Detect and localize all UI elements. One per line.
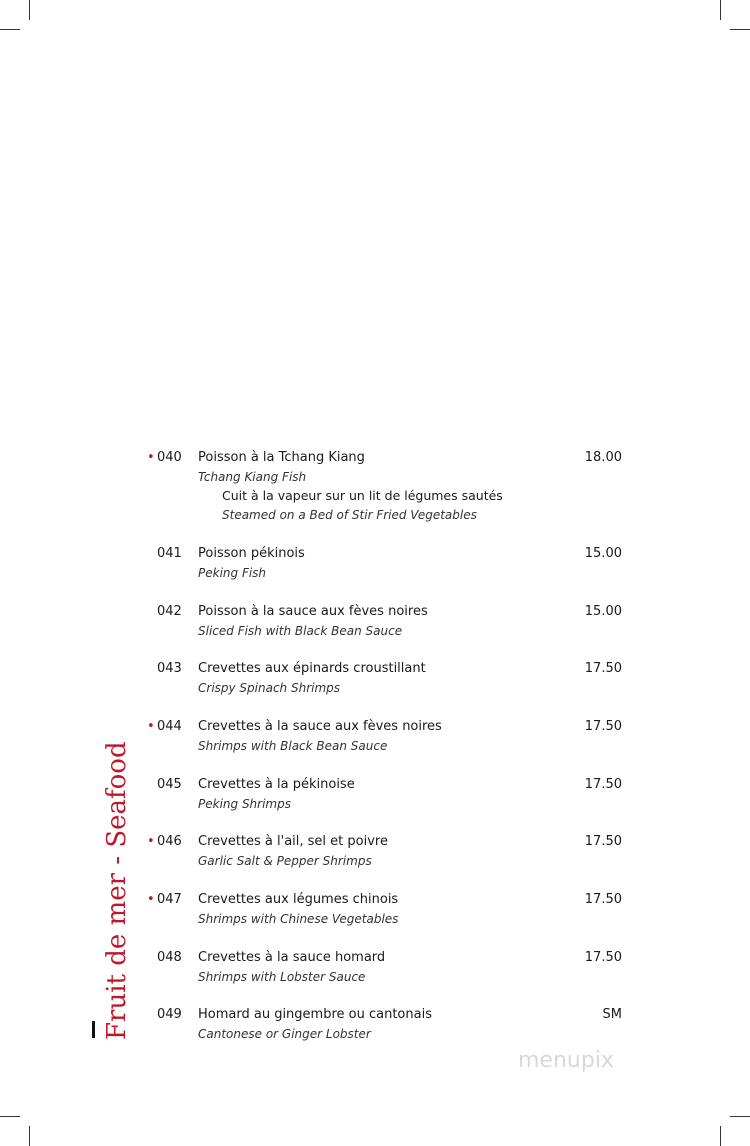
item-price: SM bbox=[602, 1007, 622, 1022]
crop-mark bbox=[0, 1116, 20, 1117]
crop-mark bbox=[29, 1126, 30, 1146]
crop-mark bbox=[730, 29, 750, 30]
item-name: Crevettes à la sauce aux fèves noires bbox=[198, 719, 442, 734]
item-price: 17.50 bbox=[584, 892, 622, 907]
item-price: 17.50 bbox=[584, 834, 622, 849]
item-english-name: Tchang Kiang Fish bbox=[198, 470, 307, 484]
item-price: 17.50 bbox=[584, 950, 622, 965]
section-title: Fruit de mer - Seafood bbox=[102, 741, 132, 1040]
item-english-name: Peking Shrimps bbox=[198, 797, 291, 811]
featured-bullet: • bbox=[147, 834, 155, 849]
item-price: 17.50 bbox=[584, 719, 622, 734]
item-code: 040 bbox=[157, 450, 182, 465]
crop-mark bbox=[0, 29, 20, 30]
item-english-name: Crispy Spinach Shrimps bbox=[198, 681, 341, 695]
item-english-name: Sliced Fish with Black Bean Sauce bbox=[198, 624, 403, 638]
item-price: 18.00 bbox=[584, 450, 622, 465]
item-english-name: Cantonese or Ginger Lobster bbox=[198, 1027, 371, 1041]
item-english-name: Shrimps with Chinese Vegetables bbox=[198, 912, 399, 926]
item-name: Crevettes à l'ail, sel et poivre bbox=[198, 834, 388, 849]
crop-mark bbox=[29, 0, 30, 20]
featured-bullet: • bbox=[147, 892, 155, 907]
item-name: Crevettes à la pékinoise bbox=[198, 777, 355, 792]
item-name: Crevettes à la sauce homard bbox=[198, 950, 386, 965]
item-english-name: Shrimps with Black Bean Sauce bbox=[198, 739, 388, 753]
item-name: Homard au gingembre ou cantonais bbox=[198, 1007, 432, 1022]
item-price: 17.50 bbox=[584, 777, 622, 792]
item-price: 15.00 bbox=[584, 546, 622, 561]
item-code: 046 bbox=[157, 834, 182, 849]
item-name: Poisson pékinois bbox=[198, 546, 305, 561]
item-name: Poisson à la sauce aux fèves noires bbox=[198, 604, 428, 619]
watermark: menupix bbox=[518, 1048, 614, 1073]
item-english-name: Garlic Salt & Pepper Shrimps bbox=[198, 854, 372, 868]
crop-mark bbox=[730, 1116, 750, 1117]
item-name: Poisson à la Tchang Kiang bbox=[198, 450, 365, 465]
item-name: Crevettes aux épinards croustillant bbox=[198, 661, 426, 676]
item-description: Cuit à la vapeur sur un lit de légumes sautés bbox=[222, 488, 503, 503]
item-code: 043 bbox=[157, 661, 182, 676]
item-english-name: Shrimps with Lobster Sauce bbox=[198, 970, 366, 984]
item-price: 17.50 bbox=[584, 661, 622, 676]
item-price: 15.00 bbox=[584, 604, 622, 619]
item-code: 041 bbox=[157, 546, 182, 561]
item-code: 045 bbox=[157, 777, 182, 792]
crop-mark bbox=[720, 0, 721, 20]
item-code: 049 bbox=[157, 1007, 182, 1022]
section-marker bbox=[92, 1021, 95, 1038]
item-code: 044 bbox=[157, 719, 182, 734]
item-name: Crevettes aux légumes chinois bbox=[198, 892, 399, 907]
item-description-english: Steamed on a Bed of Stir Fried Vegetables bbox=[222, 508, 477, 522]
item-english-name: Peking Fish bbox=[198, 566, 267, 580]
featured-bullet: • bbox=[147, 450, 155, 465]
crop-mark bbox=[720, 1126, 721, 1146]
item-code: 047 bbox=[157, 892, 182, 907]
item-code: 042 bbox=[157, 604, 182, 619]
featured-bullet: • bbox=[147, 719, 155, 734]
item-code: 048 bbox=[157, 950, 182, 965]
